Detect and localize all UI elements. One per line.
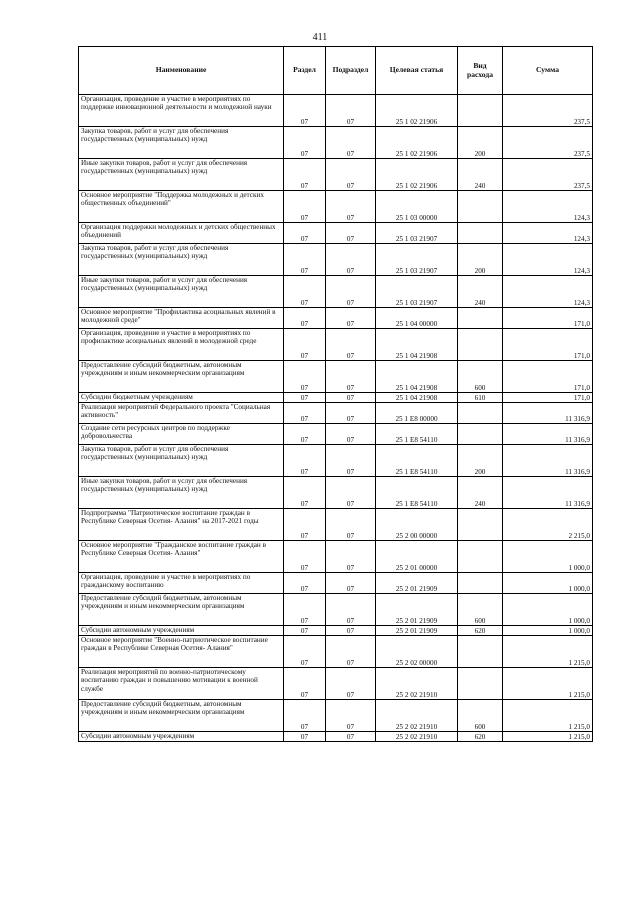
row-podrazdel-cell: 07 xyxy=(326,329,376,361)
row-sum-cell: 171,0 xyxy=(503,361,593,393)
row-vid-cell: 620 xyxy=(458,732,503,742)
table-row xyxy=(79,573,593,594)
table-row xyxy=(79,626,593,636)
row-name-cell: Закупка товаров, работ и услуг для обеспечения государственных (муниципальных) нужд xyxy=(79,127,284,159)
row-sum-cell: 1 000,0 xyxy=(503,594,593,626)
row-name-cell: Организация, проведение и участие в мероприятиях по профилактике асоциальных явлений в молодежной среде xyxy=(79,329,284,361)
row-razdel-cell: 07 xyxy=(284,594,326,626)
row-sum-cell: 11 316,9 xyxy=(503,477,593,509)
page-number: 411 xyxy=(312,32,328,43)
row-target-cell: 25 2 02 21910 xyxy=(376,732,458,742)
row-podrazdel-cell: 07 xyxy=(326,403,376,424)
row-podrazdel-cell: 07 xyxy=(326,668,376,700)
header-podrazdel: Подраздел xyxy=(326,47,376,95)
row-name-cell: Закупка товаров, работ и услуг для обеспечения государственных (муниципальных) нужд xyxy=(79,445,284,477)
table-row xyxy=(79,159,593,191)
row-razdel-cell: 07 xyxy=(284,700,326,732)
row-sum-cell: 124,3 xyxy=(503,244,593,276)
row-razdel-cell: 07 xyxy=(284,626,326,636)
row-target-cell: 25 2 02 00000 xyxy=(376,636,458,668)
row-name-cell: Организация поддержки молодежных и детских общественных объединений xyxy=(79,223,284,244)
row-vid-cell xyxy=(458,541,503,573)
row-target-cell: 25 2 01 21909 xyxy=(376,594,458,626)
row-target-cell: 25 2 01 21909 xyxy=(376,626,458,636)
row-vid-cell xyxy=(458,308,503,329)
table-row xyxy=(79,700,593,732)
row-target-cell: 25 2 02 21910 xyxy=(376,668,458,700)
row-vid-cell xyxy=(458,223,503,244)
table-row xyxy=(79,223,593,244)
row-name-cell: Подпрограмма "Патриотическое воспитание граждан в Республике Северная Осетия- Алания" на 2017-2021 годы xyxy=(79,509,284,541)
row-target-cell: 25 2 01 21909 xyxy=(376,573,458,594)
row-razdel-cell: 07 xyxy=(284,445,326,477)
row-razdel-cell: 07 xyxy=(284,308,326,329)
row-razdel-cell: 07 xyxy=(284,424,326,445)
row-razdel-cell: 07 xyxy=(284,668,326,700)
row-vid-cell: 240 xyxy=(458,276,503,308)
row-name-cell: Организация, проведение и участие в мероприятиях по поддержке инновационной деятельности и молодежной науки xyxy=(79,95,284,127)
header-row xyxy=(79,47,593,95)
table-row xyxy=(79,308,593,329)
row-vid-cell xyxy=(458,509,503,541)
row-vid-cell: 200 xyxy=(458,445,503,477)
row-name-cell: Основное мероприятие "Гражданское воспитание граждан в Республике Северная Осетия- Алания" xyxy=(79,541,284,573)
table-row xyxy=(79,509,593,541)
row-name-cell: Иные закупки товаров, работ и услуг для обеспечения государственных (муниципальных) нужд xyxy=(79,276,284,308)
row-sum-cell: 124,3 xyxy=(503,191,593,223)
row-razdel-cell: 07 xyxy=(284,477,326,509)
row-vid-cell: 200 xyxy=(458,244,503,276)
row-sum-cell: 11 316,9 xyxy=(503,403,593,424)
row-razdel-cell: 07 xyxy=(284,732,326,742)
row-podrazdel-cell: 07 xyxy=(326,700,376,732)
budget-table xyxy=(78,46,593,742)
row-razdel-cell: 07 xyxy=(284,509,326,541)
row-target-cell: 25 1 02 21906 xyxy=(376,95,458,127)
row-podrazdel-cell: 07 xyxy=(326,159,376,191)
row-target-cell: 25 1 02 21906 xyxy=(376,127,458,159)
row-podrazdel-cell: 07 xyxy=(326,626,376,636)
header-target: Целевая статья xyxy=(376,47,458,95)
row-podrazdel-cell: 07 xyxy=(326,276,376,308)
row-name-cell: Предоставление субсидий бюджетным, автономным учреждениям и иным некоммерческим организациям xyxy=(79,594,284,626)
row-sum-cell: 2 215,0 xyxy=(503,509,593,541)
row-razdel-cell: 07 xyxy=(284,403,326,424)
table-row xyxy=(79,477,593,509)
row-vid-cell xyxy=(458,329,503,361)
row-podrazdel-cell: 07 xyxy=(326,424,376,445)
row-sum-cell: 1 215,0 xyxy=(503,668,593,700)
row-razdel-cell: 07 xyxy=(284,276,326,308)
row-razdel-cell: 07 xyxy=(284,573,326,594)
row-podrazdel-cell: 07 xyxy=(326,636,376,668)
header-sum: Сумма xyxy=(503,47,593,95)
row-name-cell: Предоставление субсидий бюджетным, автономным учреждениям и иным некоммерческим организациям xyxy=(79,700,284,732)
row-razdel-cell: 07 xyxy=(284,223,326,244)
row-vid-cell: 600 xyxy=(458,594,503,626)
row-target-cell: 25 1 04 00000 xyxy=(376,308,458,329)
row-razdel-cell: 07 xyxy=(284,244,326,276)
row-target-cell: 25 2 00 00000 xyxy=(376,509,458,541)
row-podrazdel-cell: 07 xyxy=(326,308,376,329)
row-target-cell: 25 1 E8 00000 xyxy=(376,403,458,424)
table-row xyxy=(79,445,593,477)
row-vid-cell xyxy=(458,191,503,223)
row-razdel-cell: 07 xyxy=(284,191,326,223)
header-name: Наименование xyxy=(79,47,284,95)
row-sum-cell: 124,3 xyxy=(503,223,593,244)
table-body xyxy=(79,95,593,742)
row-sum-cell: 1 000,0 xyxy=(503,573,593,594)
row-podrazdel-cell: 07 xyxy=(326,223,376,244)
row-name-cell: Основное мероприятие "Поддержка молодежных и детских общественных объединений" xyxy=(79,191,284,223)
table-row xyxy=(79,732,593,742)
row-podrazdel-cell: 07 xyxy=(326,127,376,159)
row-podrazdel-cell: 07 xyxy=(326,95,376,127)
row-target-cell: 25 1 04 21908 xyxy=(376,329,458,361)
header-razdel: Раздел xyxy=(284,47,326,95)
row-name-cell: Реализация мероприятий по военно-патриотическому воспитанию граждан и повышению мотивации к военной службе xyxy=(79,668,284,700)
row-sum-cell: 237,5 xyxy=(503,127,593,159)
table-row xyxy=(79,541,593,573)
row-vid-cell: 600 xyxy=(458,361,503,393)
row-podrazdel-cell: 07 xyxy=(326,445,376,477)
row-sum-cell: 1 000,0 xyxy=(503,541,593,573)
table-row xyxy=(79,393,593,403)
row-name-cell: Предоставление субсидий бюджетным, автономным учреждениям и иным некоммерческим организациям xyxy=(79,361,284,393)
row-target-cell: 25 1 E8 54110 xyxy=(376,477,458,509)
row-vid-cell: 600 xyxy=(458,700,503,732)
row-podrazdel-cell: 07 xyxy=(326,573,376,594)
row-vid-cell xyxy=(458,424,503,445)
row-podrazdel-cell: 07 xyxy=(326,541,376,573)
row-razdel-cell: 07 xyxy=(284,329,326,361)
row-sum-cell: 1 000,0 xyxy=(503,626,593,636)
row-vid-cell xyxy=(458,95,503,127)
row-name-cell: Иные закупки товаров, работ и услуг для обеспечения государственных (муниципальных) нужд xyxy=(79,159,284,191)
row-vid-cell xyxy=(458,636,503,668)
row-name-cell: Иные закупки товаров, работ и услуг для обеспечения государственных (муниципальных) нужд xyxy=(79,477,284,509)
row-target-cell: 25 1 03 21907 xyxy=(376,276,458,308)
row-sum-cell: 171,0 xyxy=(503,308,593,329)
row-target-cell: 25 2 02 21910 xyxy=(376,700,458,732)
table-row xyxy=(79,127,593,159)
table-row xyxy=(79,276,593,308)
row-vid-cell: 240 xyxy=(458,477,503,509)
table-row xyxy=(79,636,593,668)
row-sum-cell: 1 215,0 xyxy=(503,700,593,732)
row-sum-cell: 237,5 xyxy=(503,159,593,191)
table-row xyxy=(79,594,593,626)
table-row xyxy=(79,329,593,361)
row-vid-cell xyxy=(458,403,503,424)
table-row xyxy=(79,403,593,424)
row-name-cell: Субсидии бюджетным учреждениям xyxy=(79,393,284,403)
row-vid-cell xyxy=(458,668,503,700)
row-podrazdel-cell: 07 xyxy=(326,594,376,626)
row-razdel-cell: 07 xyxy=(284,361,326,393)
row-name-cell: Организация, проведение и участие в мероприятиях по гражданскому воспитанию xyxy=(79,573,284,594)
row-sum-cell: 124,3 xyxy=(503,276,593,308)
row-name-cell: Субсидии автономным учреждениям xyxy=(79,732,284,742)
row-vid-cell: 240 xyxy=(458,159,503,191)
row-vid-cell: 610 xyxy=(458,393,503,403)
row-sum-cell: 171,0 xyxy=(503,393,593,403)
row-target-cell: 25 1 03 21907 xyxy=(376,223,458,244)
row-sum-cell: 237,5 xyxy=(503,95,593,127)
row-sum-cell: 11 316,9 xyxy=(503,445,593,477)
row-target-cell: 25 1 E8 54110 xyxy=(376,445,458,477)
row-podrazdel-cell: 07 xyxy=(326,509,376,541)
row-razdel-cell: 07 xyxy=(284,127,326,159)
row-target-cell: 25 1 04 21908 xyxy=(376,393,458,403)
row-podrazdel-cell: 07 xyxy=(326,393,376,403)
row-vid-cell: 620 xyxy=(458,626,503,636)
header-vid: Вид расхода xyxy=(458,47,503,95)
row-name-cell: Основное мероприятие "Профилактика асоциальных явлений в молодежной среде" xyxy=(79,308,284,329)
row-target-cell: 25 1 03 21907 xyxy=(376,244,458,276)
table-row xyxy=(79,361,593,393)
row-name-cell: Реализация мероприятий Федерального проекта "Социальная активность" xyxy=(79,403,284,424)
row-sum-cell: 171,0 xyxy=(503,329,593,361)
row-razdel-cell: 07 xyxy=(284,393,326,403)
row-name-cell: Закупка товаров, работ и услуг для обеспечения государственных (муниципальных) нужд xyxy=(79,244,284,276)
row-razdel-cell: 07 xyxy=(284,541,326,573)
row-razdel-cell: 07 xyxy=(284,159,326,191)
row-podrazdel-cell: 07 xyxy=(326,191,376,223)
row-podrazdel-cell: 07 xyxy=(326,244,376,276)
row-target-cell: 25 1 04 21908 xyxy=(376,361,458,393)
table-row xyxy=(79,668,593,700)
row-vid-cell xyxy=(458,573,503,594)
row-target-cell: 25 1 E8 54110 xyxy=(376,424,458,445)
row-target-cell: 25 1 03 00000 xyxy=(376,191,458,223)
table-header xyxy=(79,47,593,95)
row-name-cell: Основное мероприятие "Военно-патриотическое воспитание граждан в Республике Северная Осетия- Алания" xyxy=(79,636,284,668)
table-row xyxy=(79,424,593,445)
row-vid-cell: 200 xyxy=(458,127,503,159)
row-target-cell: 25 2 01 00000 xyxy=(376,541,458,573)
row-razdel-cell: 07 xyxy=(284,95,326,127)
row-sum-cell: 11 316,9 xyxy=(503,424,593,445)
table-row xyxy=(79,244,593,276)
table-row xyxy=(79,95,593,127)
row-sum-cell: 1 215,0 xyxy=(503,732,593,742)
row-podrazdel-cell: 07 xyxy=(326,477,376,509)
table-row xyxy=(79,191,593,223)
row-name-cell: Субсидии автономным учреждениям xyxy=(79,626,284,636)
row-sum-cell: 1 215,0 xyxy=(503,636,593,668)
row-target-cell: 25 1 02 21906 xyxy=(376,159,458,191)
row-podrazdel-cell: 07 xyxy=(326,732,376,742)
row-name-cell: Создание сети ресурсных центров по поддержке добровольчества xyxy=(79,424,284,445)
row-razdel-cell: 07 xyxy=(284,636,326,668)
row-podrazdel-cell: 07 xyxy=(326,361,376,393)
